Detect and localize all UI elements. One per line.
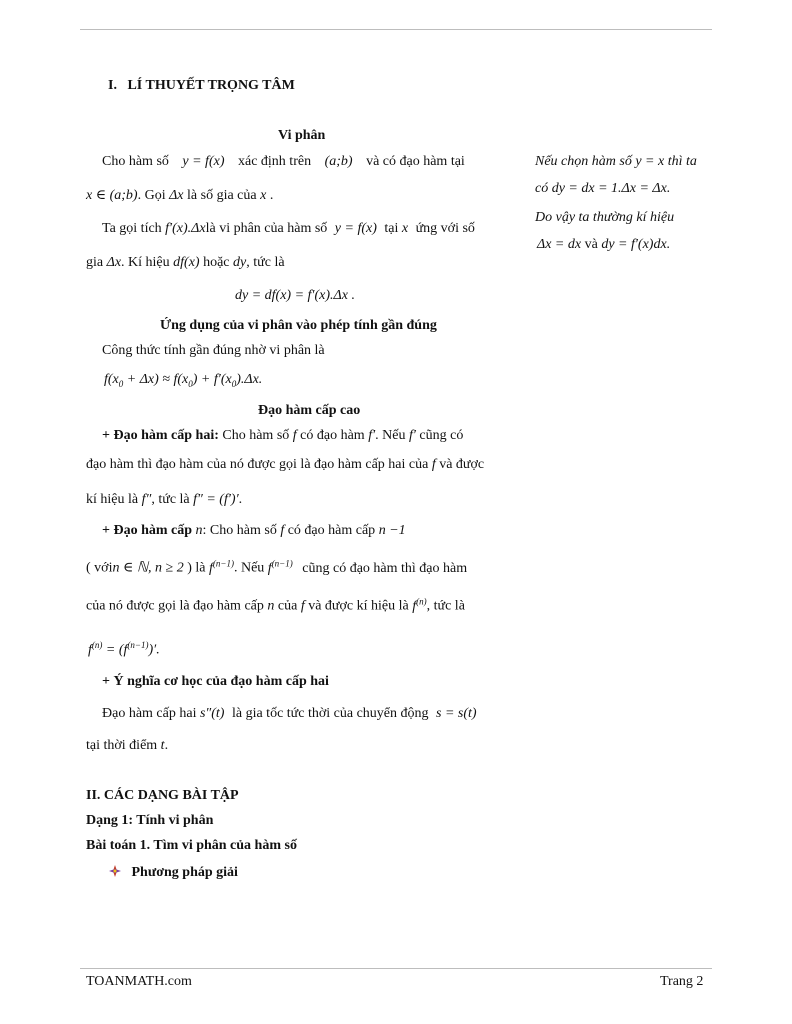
cap-n-line2a: ( với [86, 560, 113, 576]
cap-n-a: : Cho hàm số [202, 523, 277, 538]
cap-hai-line3-text: kí hiệu là [86, 492, 139, 507]
p2-a: Ta gọi tích [102, 221, 162, 236]
cap-hai-line2b: và được [439, 457, 485, 472]
formula-fdoubleprime: f″ [141, 492, 152, 507]
cap-hai-line3: kí hiệu là f″, tức là f″ = (f′)′. [86, 492, 243, 507]
p1-line2: x ∈ (a;b). Gọi Δx là số gia của x . [86, 188, 274, 203]
cap-hai-a: Cho hàm số [222, 428, 290, 443]
formula-y-fx-2: y = f(x) [334, 221, 377, 236]
formula-s-t: s = s(t) [436, 706, 477, 721]
cap-n-line2 [86, 558, 467, 577]
cap-hai-line3b: , tức là [151, 492, 190, 507]
y-nghia-line2-text: tại thời điểm [86, 738, 158, 753]
p2-line1 [102, 221, 475, 237]
formula-s-doubleprime: s″(t) [199, 706, 225, 721]
p1-b: xác định trên [237, 154, 312, 169]
formula-f-n: $f^{(n)}$ [412, 596, 427, 614]
formula-t: t [160, 738, 165, 753]
cap-hai-b: có đạo hàm [300, 428, 365, 443]
formula-f-n-def: $f^{(n)} = (f^{(n-1)})'$. [88, 640, 160, 658]
formula-f-4: f [300, 598, 305, 614]
formula-fprime-2: f′ [408, 428, 416, 443]
bullet-icon [108, 864, 122, 878]
sidebar-l1: Nếu chọn hàm số [535, 154, 632, 169]
sidebar-note-line4: Δx = dx và dy = f′(x)dx. [537, 237, 671, 252]
cap-n-label: + Đạo hàm cấp [102, 523, 193, 538]
dang-1-title: Dạng 1: Tính vi phân [86, 813, 214, 828]
sidebar-l4: và [584, 237, 598, 252]
y-nghia-title: + Ý nghĩa cơ học của đạo hàm cấp hai [102, 674, 329, 689]
formula-interval: (a;b) [324, 154, 353, 169]
formula-n-minus-1: n −1 [378, 523, 406, 538]
sidebar-l1b: thì ta [667, 154, 697, 169]
formula-fprime-dx: f′(x).Δx [165, 221, 206, 236]
p1-d: . Gọi [137, 188, 166, 203]
dao-ham-cap-cao-title: Đạo hàm cấp cao [258, 403, 361, 418]
p1-a: Cho hàm số [102, 154, 169, 169]
formula-y-x: y = x [635, 154, 665, 169]
formula-fdoubleprime-def: f″ = (f′)′ [193, 492, 239, 507]
cap-n-line2b: ) là [187, 560, 206, 576]
formula-f-n-1: $f^{(n-1)}$ [209, 558, 234, 576]
formula-dy-def: dy = df(x) = f′(x).Δx . [235, 288, 355, 303]
cap-hai-c: . Nếu [375, 428, 406, 443]
formula-dy-dx: dy = dx = 1.Δx = Δx. [551, 181, 671, 196]
cap-hai-d: cũng có [419, 428, 464, 443]
cap-hai-line2 [86, 457, 484, 473]
formula-fprime: f′ [368, 428, 376, 443]
p2-g: hoặc [203, 255, 230, 270]
bai-toan-1-title: Bài toán 1. Tìm vi phân của hàm số [86, 838, 297, 853]
p2-c: tại [384, 221, 399, 236]
sidebar-l2: có [535, 181, 549, 196]
sidebar-note-line1 [535, 154, 697, 170]
header-rule [80, 29, 712, 30]
sidebar-note-line2 [535, 181, 670, 197]
y-nghia-line2: tại thời điểm t. [86, 738, 169, 753]
cap-n-line2c: . Nếu [233, 560, 265, 576]
formula-dy-fprime: dy = f′(x)dx [601, 237, 667, 252]
formula-delta-x: Δx [169, 188, 184, 203]
formula-dy: dy [233, 255, 247, 270]
formula-x-in: x ∈ (a;b) [86, 188, 138, 203]
p1-line1 [102, 154, 522, 170]
p2-f: . Kí hiệu [121, 255, 170, 270]
formula-f-2: f [431, 457, 436, 472]
formula-delta-x-2: Δx [106, 255, 122, 270]
p2-line2 [86, 255, 285, 271]
vi-phan-title: Vi phân [278, 128, 326, 143]
cap-n-line2d: cũng có đạo hàm thì đạo hàm [302, 560, 468, 576]
cap-hai-line2-text: đạo hàm thì đạo hàm của nó được gọi là đạo hàm cấp hai của [86, 457, 429, 472]
y-nghia-b: là gia tốc tức thời của chuyển động [231, 706, 429, 721]
p2-e: gia [86, 255, 104, 270]
cap-n-line1 [102, 523, 406, 539]
cap-n-line3a: của nó được gọi là đạo hàm cấp [86, 598, 264, 614]
cap-n-b: có đạo hàm cấp [287, 523, 376, 538]
p2-d: ứng với số [415, 221, 475, 236]
formula-x-2: x [401, 221, 409, 236]
p2-h: , tức là [246, 255, 285, 270]
p2-b: là vi phân của hàm số [205, 221, 328, 236]
sidebar-note-line3: Do vậy ta thường kí hiệu [535, 210, 675, 225]
cap-n-line3d: , tức là [426, 598, 465, 614]
p1-c: và có đạo hàm tại [366, 154, 465, 169]
section-1-heading: I. LÍ THUYẾT TRỌNG TÂM [108, 78, 295, 93]
formula-y-fx: y = f(x) [182, 154, 225, 169]
formula-f-3: f [280, 523, 285, 538]
formula-n: n [195, 523, 203, 538]
section-2-heading: II. CÁC DẠNG BÀI TẬP [86, 788, 239, 803]
formula-n-in-N: n ∈ ℕ, n ≥ 2 [112, 560, 184, 576]
footer-site: TOANMATH.com [86, 974, 192, 989]
formula-approx: $f(x_0 + \Delta x) \approx f(x_0) + f'(x_0).\Delta x$. [104, 372, 263, 389]
cap-hai-line1 [102, 428, 463, 444]
cap-n-line3b: của [277, 598, 298, 614]
footer-page: Trang 2 [660, 974, 704, 989]
p1-e: là số gia của [187, 188, 257, 203]
cong-thuc-text: Công thức tính gần đúng nhờ vi phân là [102, 343, 325, 358]
formula-df: df(x) [173, 255, 200, 270]
y-nghia-a: Đạo hàm cấp hai [102, 706, 197, 721]
ung-dung-title: Ứng dụng của vi phân vào phép tính gần đúng [160, 318, 437, 333]
formula-dx: Δx = dx [537, 237, 582, 252]
cap-n-line3c: và được kí hiệu là [308, 598, 409, 614]
formula-f-n-1-b: $f^{(n-1)}$ [267, 558, 293, 576]
formula-n-2: n [267, 598, 275, 614]
cap-n-line3 [86, 596, 465, 615]
footer-rule [80, 968, 712, 969]
cap-hai-label: + Đạo hàm cấp hai: [102, 428, 219, 443]
formula-x: x [260, 188, 267, 203]
phuong-phap-text: Phương pháp giải [131, 865, 238, 880]
phuong-phap-line [108, 864, 238, 881]
y-nghia-line1 [102, 706, 477, 722]
formula-f: f [292, 428, 297, 443]
